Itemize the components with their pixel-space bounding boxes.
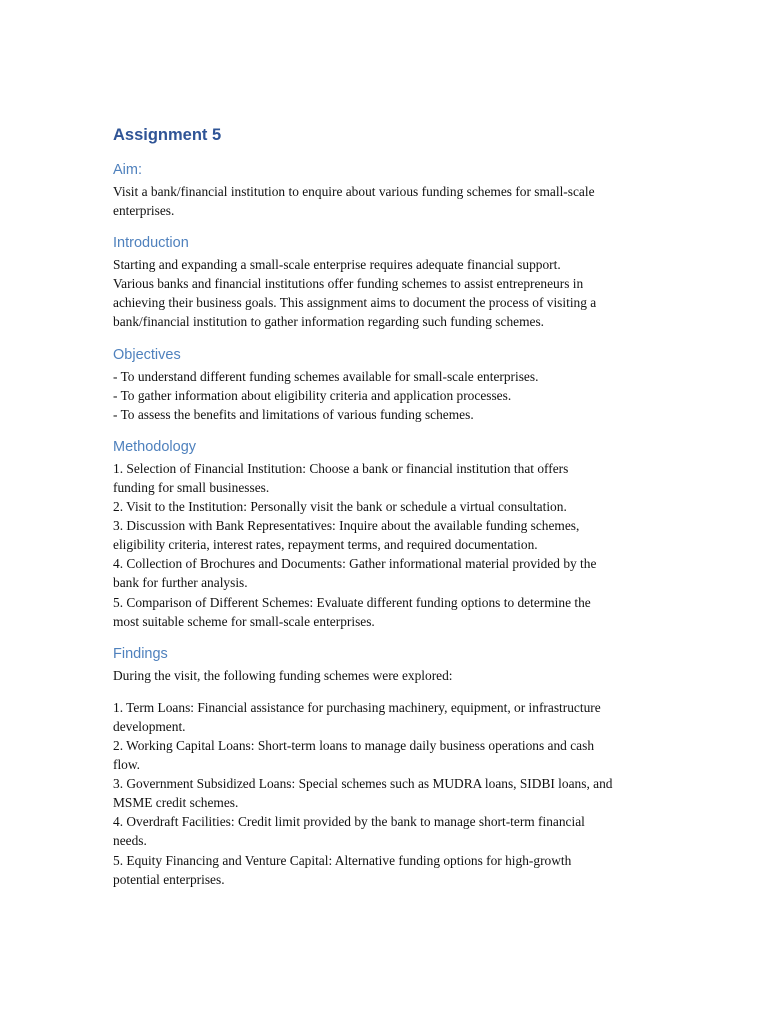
introduction-heading: Introduction	[113, 235, 189, 252]
list-item: 3. Discussion with Bank Representatives: Inquire about the available funding schemes,	[113, 518, 580, 534]
list-item: potential enterprises.	[113, 871, 225, 887]
introduction-section	[113, 233, 658, 331]
findings-text	[113, 666, 658, 889]
text-line: Visit a bank/financial institution to enquire about various funding schemes for small-scale	[113, 184, 595, 199]
list-item: - To assess the benefits and limitations of various funding schemes.	[113, 406, 474, 422]
list-item: 4. Overdraft Facilities: Credit limit provided by the bank to manage short-term financial	[113, 814, 585, 830]
findings-intro: During the visit, the following funding schemes were explored:	[113, 667, 453, 683]
findings-heading: Findings	[113, 645, 168, 662]
objectives-section	[113, 345, 658, 424]
methodology-heading: Methodology	[113, 438, 197, 455]
text-line: achieving their business goals. This assignment aims to document the process of visiting a	[113, 295, 597, 311]
page-title: Assignment 5	[113, 126, 222, 144]
methodology-section	[113, 437, 658, 631]
text-line: bank/financial institution to gather information regarding such funding schemes.	[113, 314, 544, 330]
list-item: 4. Collection of Brochures and Documents: Gather informational material provided by the	[113, 556, 597, 572]
aim-text	[113, 182, 658, 220]
aim-heading: Aim:	[113, 162, 142, 178]
list-item: MSME credit schemes.	[113, 795, 239, 811]
list-item: 5. Equity Financing and Venture Capital: Alternative funding options for high-growth	[113, 852, 572, 868]
list-item: 5. Comparison of Different Schemes: Evaluate different funding options to determine the	[113, 594, 591, 610]
introduction-text	[113, 255, 658, 331]
objectives-heading: Objectives	[113, 346, 181, 363]
list-item: most suitable scheme for small-scale enterprises.	[113, 613, 375, 629]
list-item: - To gather information about eligibility criteria and application processes.	[113, 387, 512, 403]
text-line: Starting and expanding a small-scale enterprise requires adequate financial support.	[113, 257, 561, 273]
text-line: enterprises.	[113, 203, 175, 219]
objectives-list	[113, 367, 658, 424]
list-item: 1. Selection of Financial Institution: Choose a bank or financial institution that offers	[113, 460, 569, 476]
list-item: funding for small businesses.	[113, 479, 270, 495]
list-item: - To understand different funding schemes available for small-scale enterprises.	[113, 368, 539, 384]
list-item: 2. Working Capital Loans: Short-term loans to manage daily business operations and cash	[113, 737, 595, 753]
methodology-list	[113, 459, 658, 631]
list-item: eligibility criteria, interest rates, repayment terms, and required documentation.	[113, 537, 538, 553]
list-item: needs.	[113, 833, 147, 849]
list-item: flow.	[113, 757, 141, 773]
document-page	[113, 124, 658, 902]
list-item: development.	[113, 718, 186, 734]
aim-section	[113, 160, 658, 220]
list-item: 2. Visit to the Institution: Personally visit the bank or schedule a virtual consultation.	[113, 499, 567, 515]
list-item: 3. Government Subsidized Loans: Special schemes such as MUDRA loans, SIDBI loans, and	[113, 776, 613, 792]
text-line: Various banks and financial institutions offer funding schemes to assist entrepreneurs in	[113, 276, 584, 292]
list-item: bank for further analysis.	[113, 575, 248, 591]
list-item: 1. Term Loans: Financial assistance for purchasing machinery, equipment, or infrastructure	[113, 699, 601, 715]
paragraph-gap	[113, 685, 658, 698]
findings-section	[113, 644, 658, 889]
